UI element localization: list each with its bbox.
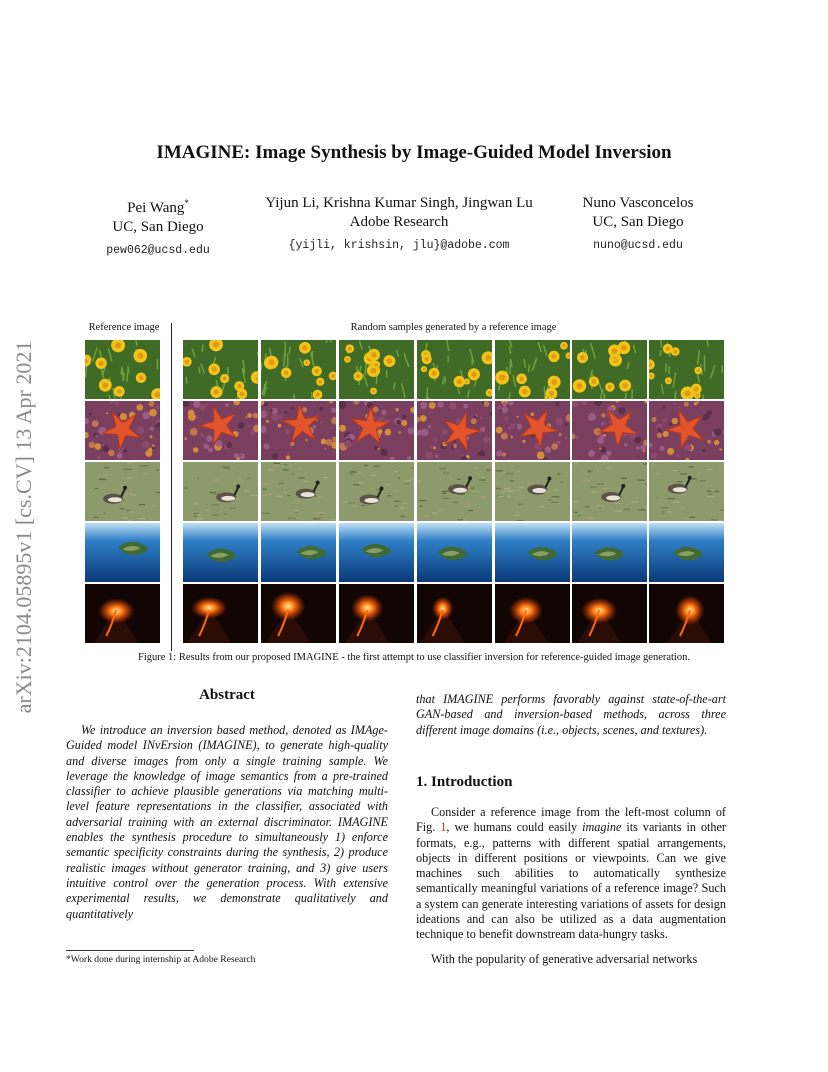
author-affiliation: UC, San Diego <box>112 219 204 235</box>
generated-sample-starfish <box>649 401 724 460</box>
author-email[interactable]: {yijli, krishsin, jlu}@adobe.com <box>288 239 510 252</box>
author-affiliation: UC, San Diego <box>592 214 684 230</box>
generated-sample-dandelions <box>649 340 724 399</box>
generated-sample-island <box>649 523 724 582</box>
generated-sample-volcano <box>417 584 492 643</box>
generated-sample-bird <box>261 462 336 521</box>
generated-sample-starfish <box>339 401 414 460</box>
generated-sample-starfish <box>183 401 258 460</box>
intro-text: Consider a reference image from the left-most column of Fig. <box>416 805 726 835</box>
generated-sample-starfish <box>572 401 647 460</box>
author-footnote-mark: * <box>184 198 189 208</box>
generated-sample-volcano <box>339 584 414 643</box>
generated-sample-dandelions <box>183 340 258 399</box>
reference-image-island <box>85 523 160 582</box>
generated-sample-volcano <box>261 584 336 643</box>
generated-sample-bird <box>495 462 570 521</box>
generated-sample-volcano <box>495 584 570 643</box>
arxiv-margin-stamp: arXiv:2104.05895v1 [cs.CV] 13 Apr 2021 <box>11 340 36 714</box>
generated-sample-starfish <box>261 401 336 460</box>
generated-sample-bird <box>339 462 414 521</box>
author-name: Yijun Li, Krishna Kumar Singh, Jingwan Lu <box>265 195 533 211</box>
generated-sample-island <box>261 523 336 582</box>
generated-sample-island <box>339 523 414 582</box>
paper-title: IMAGINE: Image Synthesis by Image-Guided Model Inversion <box>156 142 672 163</box>
generated-sample-dandelions <box>495 340 570 399</box>
generated-sample-dandelions <box>417 340 492 399</box>
intro-paragraph-1 <box>416 805 726 943</box>
reference-image-volcano <box>85 584 160 643</box>
generated-sample-dandelions <box>261 340 336 399</box>
generated-sample-island <box>183 523 258 582</box>
generated-sample-volcano <box>649 584 724 643</box>
author-email[interactable]: nuno@ucsd.edu <box>593 239 683 252</box>
generated-sample-starfish <box>417 401 492 460</box>
figure-left-header: Reference image <box>88 322 160 333</box>
generated-sample-island <box>495 523 570 582</box>
generated-sample-dandelions <box>339 340 414 399</box>
intro-emphasis: imagine <box>582 820 622 835</box>
figure-reference-link[interactable]: 1 <box>440 820 447 835</box>
generated-sample-island <box>417 523 492 582</box>
intro-text: its variants in other formats, e.g., patterns with different spatial arrangements, objects in different positions or viewpoints. Can we give machines such abilities to automatically synthesize semantically meaningful variations of a reference image? Such a system can generate interesting variations of assets for design ideations and can also be utilized as a data augmentation technique to benefit downstream data-hungry tasks. <box>416 820 726 942</box>
generated-sample-bird <box>183 462 258 521</box>
generated-sample-volcano <box>183 584 258 643</box>
figure-caption: Figure 1: Results from our proposed IMAGINE - the first attempt to use classifier inversion for reference-guided image generation. <box>138 652 690 663</box>
abstract-heading: Abstract <box>199 687 255 703</box>
generated-sample-bird <box>649 462 724 521</box>
reference-image-bird <box>85 462 160 521</box>
intro-paragraph-2: With the popularity of generative adversarial networks <box>431 952 698 966</box>
figure-divider <box>171 323 172 651</box>
author-email[interactable]: pew062@ucsd.edu <box>106 244 210 257</box>
abstract-continued: that IMAGINE performs favorably against state-of-the-art GAN-based and inversion-based methods, across three different image domains (i.e., objects, scenes, and textures). <box>416 692 726 737</box>
footnote-rule <box>66 950 194 951</box>
author-affiliation: Adobe Research <box>349 214 449 230</box>
intro-text: , we humans could easily <box>446 820 583 835</box>
figure-right-header: Random samples generated by a reference image <box>350 322 557 333</box>
footnote: *Work done during internship at Adobe Research <box>66 954 256 965</box>
generated-sample-island <box>572 523 647 582</box>
author-name: Nuno Vasconcelos <box>582 195 694 211</box>
generated-sample-dandelions <box>572 340 647 399</box>
generated-sample-bird <box>572 462 647 521</box>
author-block-2 <box>244 194 554 255</box>
author-block-3 <box>566 194 710 255</box>
generated-sample-starfish <box>495 401 570 460</box>
abstract-text: We introduce an inversion based method, denoted as IMAge-Guided model INvErsion (IMAGINE), to generate high-quality and diverse images from only a single training sample. We leverage the knowledge of image semantics from a pre-trained classifier to achieve plausible generations via matching multi-level feature representations in the classifier, associated with adversarial training with an external discriminator. IMAGINE enables the synthesis procedure to simultaneously 1) enforce semantic specificity constraints during the synthesis, 2) produce realistic images without generator training, and 3) give users intuitive control over the generation process. With extensive experimental results, we demonstrate qualitatively and quantitatively <box>66 723 388 921</box>
section-heading-introduction: 1. Introduction <box>416 774 513 790</box>
author-name: Pei Wang <box>127 200 185 216</box>
reference-image-starfish <box>85 401 160 460</box>
generated-sample-bird <box>417 462 492 521</box>
reference-image-dandelions <box>85 340 160 399</box>
author-block-1 <box>88 194 228 260</box>
generated-sample-volcano <box>572 584 647 643</box>
